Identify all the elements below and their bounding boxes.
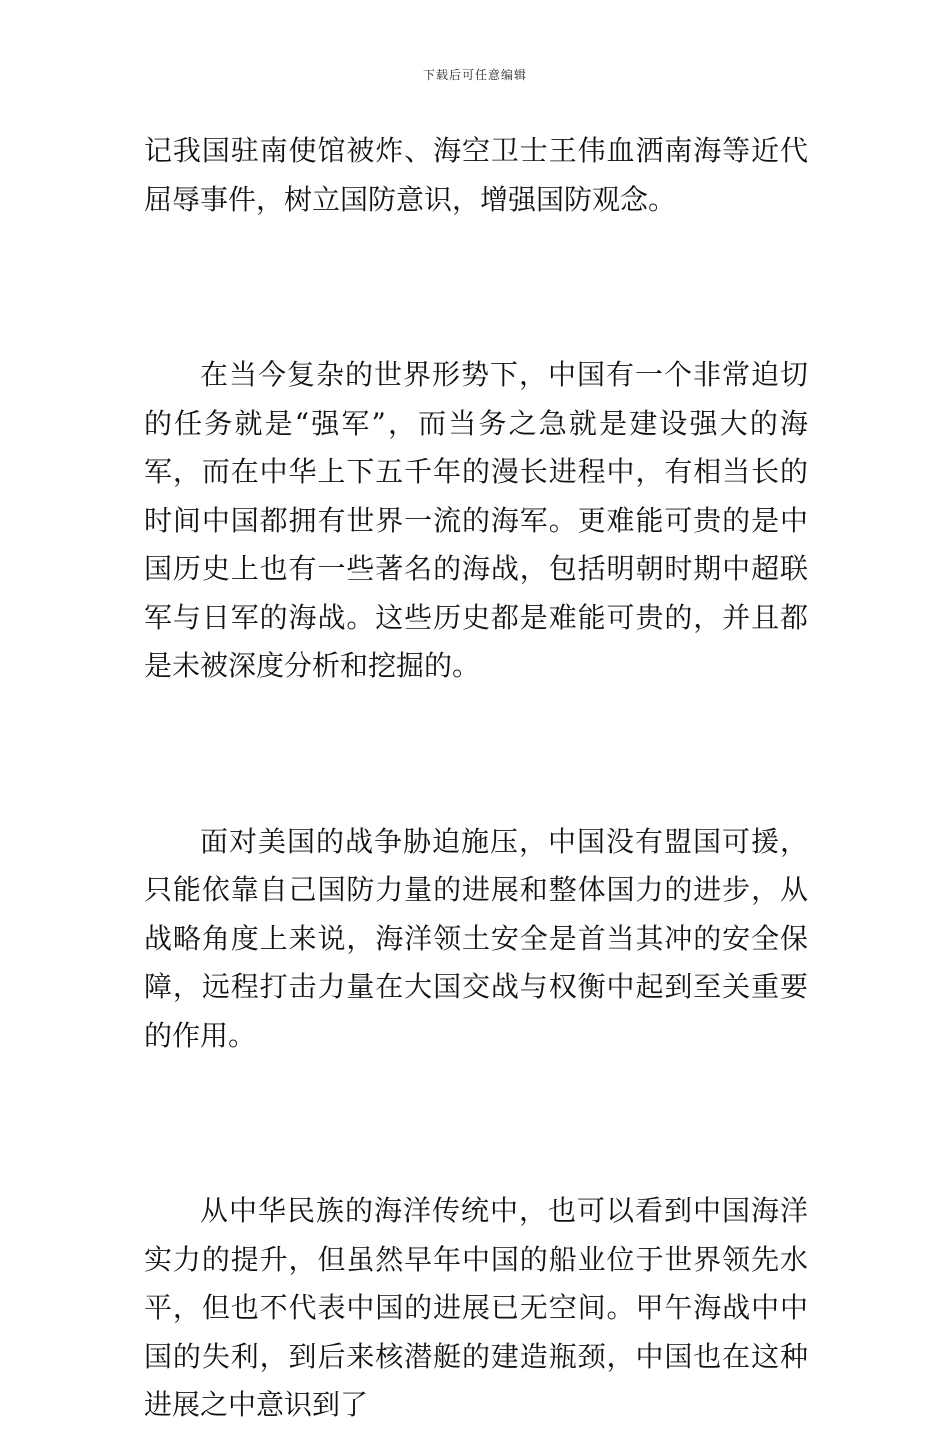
paragraph: 面对美国的战争胁迫施压，中国没有盟国可援，只能依靠自己国防力量的进展和整体国力的进步，从战略角度上来说，海洋领土安全是首当其冲的安全保障，远程打击力量在大国交战与权衡中起到至关重要的作用。 — [144, 824, 808, 1052]
paragraph-gap — [144, 1060, 808, 1187]
page-header-note: 下载后可任意编辑 — [422, 68, 527, 82]
document-body — [144, 127, 808, 1430]
paragraph: 在当今复杂的世界形势下，中国有一个非常迫切的任务就是“强军”，而当务之急就是建设强大的海军，而在中华上下五千年的漫长进程中，有相当长的时间中国都拥有世界一流的海军。更难能可贵的是中国历史上也有一些著名的海战，包括明朝时期中超联军与日军的海战。这些历史都是难能可贵的，并且都是未被深度分析和挖掘的。 — [144, 358, 808, 682]
paragraph: 从中华民族的海洋传统中，也可以看到中国海洋实力的提升，但虽然早年中国的船业位于世界领先水平，但也不代表中国的进展已无空间。甲午海战中中国的失利，到后来核潜艇的建造瓶颈，中国也在这种进展之中意识到了 — [144, 1194, 808, 1421]
paragraph-continuation: 记我国驻南使馆被炸、海空卫士王伟血洒南海等近代屈辱事件，树立国防意识，增强国防观念。 — [144, 134, 808, 216]
paragraph-gap — [144, 691, 808, 818]
paragraph-gap — [144, 224, 808, 351]
